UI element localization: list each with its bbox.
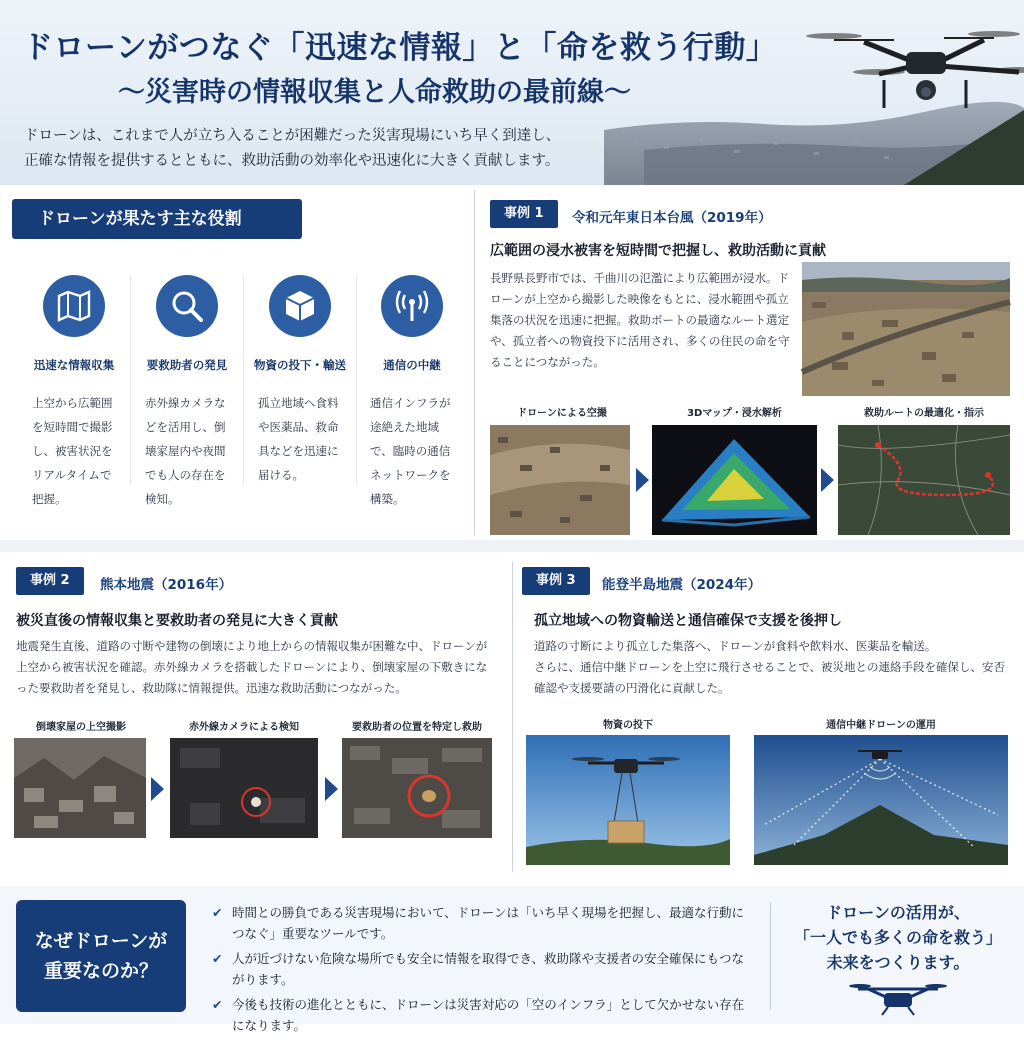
why-line-1: なぜドローンが xyxy=(34,930,168,952)
flow-arrow-icon xyxy=(821,468,834,492)
case3-caption-1: 物資の投下 xyxy=(603,720,653,731)
roles-panel xyxy=(0,185,472,540)
role-desc: 上空から広範囲を短時間で撮影し、被害状況をリアルタイムで把握。 xyxy=(32,396,113,506)
package-icon xyxy=(269,275,331,337)
closing-line-2: 「一人でも多くの命を救う」 xyxy=(793,928,1002,947)
role-title: 通信の中継 xyxy=(383,358,441,372)
case2-headline: 被災直後の情報収集と要救助者の発見に大きく貢献 xyxy=(16,613,338,629)
case3-tag: 事例 3 xyxy=(522,567,590,595)
case1-body: 長野県長野市では、千曲川の氾濫により広範囲が浸水。ドローンが上空から撮影した映像をもとに、浸水範囲や孤立集落の状況を迅速に把握。救助ボートの最適なルート選定や、孤立者への物資投下に活用され、多くの住民の命を守ることにつながった。 xyxy=(490,271,790,369)
page-title: ドローンがつなぐ「迅速な情報」と「命を救う行動」 xyxy=(22,30,778,66)
footer-divider xyxy=(770,902,771,1010)
antenna-icon xyxy=(381,275,443,337)
role-desc: 孤立地域へ食料や医薬品、救命具などを迅速に届ける。 xyxy=(258,396,339,482)
role-find-survivors xyxy=(133,275,241,511)
role-communication-relay xyxy=(358,275,466,511)
case3-body-line-1: 道路の寸断により孤立した集落へ、ドローンが食料や飲料水、医薬品を輸送。 xyxy=(534,639,937,653)
header-banner xyxy=(0,0,1024,185)
reason-text: 今後も技術の進化とともに、ドローンは災害対応の「空のインフラ」として欠かせない存在になります。 xyxy=(232,997,745,1033)
why-line-2: 重要なのか？ xyxy=(43,960,158,982)
role-title: 要救助者の発見 xyxy=(146,358,228,372)
footer xyxy=(0,886,1024,1033)
reason-text: 時間との勝負である災害現場において、ドローンは「いち早く現場を把握し、最適な行動につなぐ」重要なツールです。 xyxy=(232,905,745,941)
survivor-location-image xyxy=(342,738,492,838)
drone-icon xyxy=(848,981,948,1017)
map-icon xyxy=(43,275,105,337)
flow-arrow-icon xyxy=(151,777,164,801)
case2-title: 熊本地震（2016年） xyxy=(100,577,233,593)
roles-heading: ドローンが果たす主な役割 xyxy=(12,199,302,239)
case3-body-line-2: さらに、通信中継ドローンを上空に飛行させることで、被災地との連絡手段を確保し、安否確認や支援要請の円滑化に貢献した。 xyxy=(534,660,1006,695)
case1-tag: 事例 1 xyxy=(490,200,558,228)
intro-text xyxy=(24,124,560,174)
section-divider xyxy=(474,190,475,535)
reason-item xyxy=(212,994,752,1036)
reasons-list xyxy=(212,902,752,1040)
role-divider xyxy=(130,275,131,485)
section-band xyxy=(0,540,1024,552)
reason-item xyxy=(212,948,752,990)
case2-caption-3: 要救助者の位置を特定し救助 xyxy=(352,722,482,733)
aerial-flood-photo xyxy=(490,425,630,535)
case1-title: 令和元年東日本台風（2019年） xyxy=(572,210,772,226)
collapsed-houses-photo xyxy=(14,738,146,838)
role-desc: 通信インフラが途絶えた地域で、臨時の通信ネットワークを構築。 xyxy=(370,396,451,506)
role-title: 物資の投下・輸送 xyxy=(254,358,346,372)
flow-arrow-icon xyxy=(636,468,649,492)
closing-line-1: ドローンの活用が、 xyxy=(826,903,970,922)
role-desc: 赤外線カメラなどを活用し、倒壊家屋内や夜間でも人の存在を検知。 xyxy=(145,396,226,506)
rescue-route-map-image xyxy=(838,425,1010,535)
reason-text: 人が近づけない危険な場所でも安全に情報を取得でき、救助隊や支援者の安全確保にもつながります。 xyxy=(232,951,745,987)
intro-line-2: 正確な情報を提供するとともに、救助活動の効率化や迅速化に大きく貢献します。 xyxy=(24,153,560,169)
closing-message xyxy=(780,900,1016,1024)
check-icon: ✔ xyxy=(212,997,223,1012)
page-subtitle: 〜災害時の情報収集と人命救助の最前線〜 xyxy=(118,77,631,108)
role-supply-delivery xyxy=(246,275,354,487)
case2-caption-2: 赤外線カメラによる検知 xyxy=(189,722,299,733)
role-info-collection xyxy=(20,275,128,511)
flow-arrow-icon xyxy=(325,777,338,801)
role-title: 迅速な情報収集 xyxy=(33,358,115,372)
check-icon: ✔ xyxy=(212,951,223,966)
role-divider xyxy=(356,275,357,485)
case2-tag: 事例 2 xyxy=(16,567,84,595)
closing-line-3: 未来をつくります。 xyxy=(826,953,970,972)
reason-item xyxy=(212,902,752,944)
section-divider xyxy=(512,562,513,872)
case1-headline: 広範囲の浸水被害を短時間で把握し、救助活動に貢献 xyxy=(490,243,826,259)
case1-caption-3: 救助ルートの最適化・指示 xyxy=(864,408,984,419)
case3-body xyxy=(534,636,1012,699)
supply-drop-photo xyxy=(526,735,730,865)
check-icon: ✔ xyxy=(212,905,223,920)
infrared-detection-image xyxy=(170,738,318,838)
case1-caption-2: 3Dマップ・浸水解析 xyxy=(687,408,782,419)
case3-headline: 孤立地域への物資輸送と通信確保で支援を後押し xyxy=(534,613,842,629)
role-divider xyxy=(243,275,244,485)
case3-caption-2: 通信中継ドローンの運用 xyxy=(826,720,936,731)
3d-flood-map-image xyxy=(652,425,817,535)
intro-line-1: ドローンは、これまで人が立ち入ることが困難だった災害現場にいち早く到達し、 xyxy=(24,128,561,144)
relay-drone-photo xyxy=(754,735,1008,865)
flooded-area-photo xyxy=(802,262,1010,396)
case2-caption-1: 倒壊家屋の上空撮影 xyxy=(36,722,126,733)
case3-title: 能登半島地震（2024年） xyxy=(602,577,762,593)
case1-caption-1: ドローンによる空撮 xyxy=(517,408,607,419)
case2-body: 地震発生直後、道路の寸断や建物の倒壊により地上からの情報収集が困難な中、ドローンが上空から被害状況を確認。赤外線カメラを搭載したドローンにより、倒壊家屋の下敷きになった要救助者を発見し、救助隊に情報提供。迅速な救助活動につながった。 xyxy=(16,639,488,695)
why-box xyxy=(16,900,186,1012)
search-icon xyxy=(156,275,218,337)
